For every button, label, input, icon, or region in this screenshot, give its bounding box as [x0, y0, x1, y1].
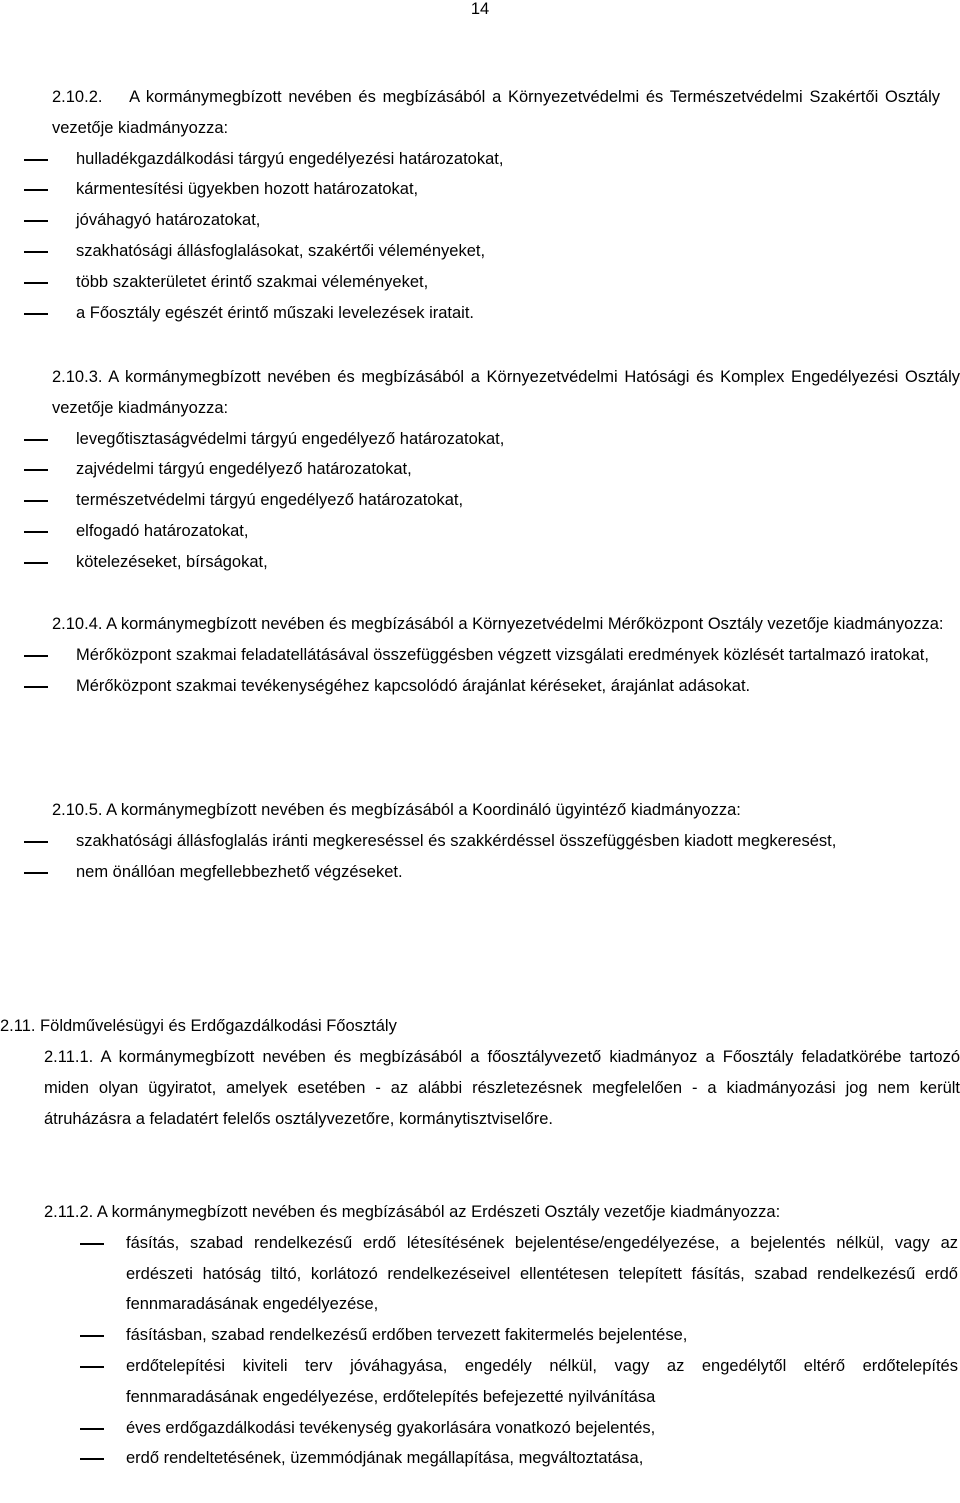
- list-item: [126, 1320, 958, 1351]
- list-item-text: erdőtelepítési kiviteli terv jóváhagyása, engedély nélkül, vagy az engedélytől eltérő erdőtelepítés fennmaradásának engedélyezése, erdőtelepítés befejezetté nyilvánítása: [126, 1356, 958, 1406]
- section-2-11-2: [0, 1197, 960, 1474]
- section-2-11: [0, 1011, 960, 1042]
- list-item-text: szakhatósági állásfoglalás iránti megkereséssel és szakkérdéssel összefüggésben kiadott megkeresést,: [76, 831, 837, 850]
- dash-bullet: [24, 251, 48, 253]
- section-intro: [44, 1042, 960, 1134]
- list-item: [76, 267, 940, 298]
- item-list: [0, 826, 958, 888]
- list-item-text: jóváhagyó határozatokat,: [76, 211, 261, 230]
- section-intro: [52, 82, 940, 144]
- dash-bullet: [24, 841, 48, 843]
- dash-bullet: [24, 469, 48, 471]
- list-item-text: Mérőközpont szakmai tevékenységéhez kapcsolódó árajánlat kéréseket, árajánlat adásokat.: [76, 676, 751, 695]
- list-item: [76, 205, 940, 236]
- list-item-text: több szakterületet érintő szakmai véleményeket,: [76, 272, 429, 291]
- section-intro-text: A kormánymegbízott nevében és megbízásából az Erdészeti Osztály vezetője kiadmányozza:: [96, 1203, 781, 1221]
- list-item: [76, 485, 940, 516]
- dash-bullet: [80, 1243, 104, 1245]
- list-item-text: zajvédelmi tárgyú engedélyező határozatokat,: [76, 460, 412, 479]
- section-intro-text: A kormánymegbízott nevében és megbízásából a Környezetvédelmi Hatósági és Komplex Engedélyezési Osztály vezetője kiadmányozza:: [52, 368, 960, 417]
- list-item: [76, 298, 940, 329]
- list-item-text: hulladékgazdálkodási tárgyú engedélyezési határozatokat,: [76, 149, 504, 168]
- list-item-text: kötelezéseket, bírságokat,: [76, 552, 268, 571]
- list-item: [126, 1443, 958, 1474]
- section-number: 2.10.3.: [52, 368, 103, 386]
- section-2-10-5: [0, 795, 960, 887]
- list-item-text: fásításban, szabad rendelkezésű erdőben tervezett fakitermelés bejelentése,: [126, 1326, 688, 1345]
- list-item: [76, 174, 940, 205]
- section-intro: [52, 609, 960, 640]
- list-item-text: elfogadó határozatokat,: [76, 521, 249, 540]
- section-intro-text: A kormánymegbízott nevében és megbízásából a főosztályvezető kiadmányoz a Főosztály feladatkörébe tartozó miden olyan ügyiratot, amelyek esetében - az alábbi részletezésnek megfelelően - a kiadmányozási jog nem került átruházásra a feladatért felelős osztályvezetőre, kormánytisztviselőre.: [44, 1048, 960, 1128]
- list-item-text: a Főosztály egészét érintő műszaki levelezések iratait.: [76, 303, 475, 322]
- dash-bullet: [24, 282, 48, 284]
- dash-bullet: [24, 313, 48, 315]
- dash-bullet: [24, 159, 48, 161]
- item-list: [0, 640, 958, 702]
- section-number: 2.11.2.: [44, 1203, 94, 1221]
- dash-bullet: [24, 531, 48, 533]
- list-item: [76, 826, 958, 857]
- section-intro: [52, 362, 960, 424]
- section-number: 2.10.5.: [52, 801, 103, 819]
- section-intro-text: A kormánymegbízott nevében és megbízásából a Koordináló ügyintéző kiadmányozza:: [106, 801, 741, 819]
- list-item-text: szakhatósági állásfoglalásokat, szakértői véleményeket,: [76, 241, 486, 260]
- section-number: 2.10.2.: [52, 88, 103, 106]
- section-intro-text: A kormánymegbízott nevében és megbízásából a Környezetvédelmi Mérőközpont Osztály vezetője kiadmányozza:: [106, 615, 944, 633]
- dash-bullet: [24, 686, 48, 688]
- list-item: [126, 1228, 958, 1320]
- dash-bullet: [24, 562, 48, 564]
- dash-bullet: [80, 1458, 104, 1460]
- list-item-text: kármentesítési ügyekben hozott határozatokat,: [76, 180, 419, 199]
- list-item: [76, 671, 958, 702]
- page-number: 14: [470, 0, 490, 18]
- dash-bullet: [24, 220, 48, 222]
- list-item: [76, 454, 940, 485]
- list-item: [76, 144, 940, 175]
- dash-bullet: [24, 500, 48, 502]
- list-item: [76, 236, 940, 267]
- list-item: [76, 640, 958, 671]
- list-item-text: éves erdőgazdálkodási tevékenység gyakorlására vonatkozó bejelentés,: [126, 1418, 656, 1437]
- section-heading: 2.11. Földművelésügyi és Erdőgazdálkodási Főosztály: [0, 1017, 397, 1035]
- list-item: [76, 516, 940, 547]
- list-item: [76, 547, 940, 578]
- list-item: [126, 1413, 958, 1444]
- section-intro: [44, 1197, 960, 1228]
- section-2-10-3: [0, 362, 960, 578]
- list-item: [76, 857, 958, 888]
- list-item-text: természetvédelmi tárgyú engedélyező határozatokat,: [76, 491, 464, 510]
- dash-bullet: [24, 439, 48, 441]
- section-number: 2.10.4.: [52, 615, 103, 633]
- list-item-text: Mérőközpont szakmai feladatellátásával összefüggésben végzett vizsgálati eredmények közlését tartalmazó iratokat,: [76, 645, 929, 664]
- section-2-10-2: [0, 82, 960, 328]
- item-list: [0, 144, 940, 329]
- section-2-11-1: [0, 1042, 960, 1134]
- list-item-text: levegőtisztaságvédelmi tárgyú engedélyező határozatokat,: [76, 429, 505, 448]
- section-number: 2.11.1.: [44, 1048, 94, 1066]
- item-list: [0, 424, 940, 578]
- dash-bullet: [24, 655, 48, 657]
- list-item-text: erdő rendeltetésének, üzemmódjának megállapítása, megváltoztatása,: [126, 1449, 644, 1468]
- dash-bullet: [24, 872, 48, 874]
- list-item-text: nem önállóan megfellebbezhető végzéseket.: [76, 862, 403, 881]
- dash-bullet: [24, 189, 48, 191]
- section-intro: [52, 795, 960, 826]
- list-item: [76, 424, 940, 455]
- dash-bullet: [80, 1428, 104, 1430]
- dash-bullet: [80, 1335, 104, 1337]
- item-list: [0, 1228, 958, 1474]
- dash-bullet: [80, 1366, 104, 1368]
- section-intro-text: A kormánymegbízott nevében és megbízásából a Környezetvédelmi és Természetvédelmi Szakértői Osztály vezetője kiadmányozza:: [52, 88, 940, 137]
- section-2-10-4: [0, 609, 960, 701]
- list-item: [126, 1351, 958, 1413]
- list-item-text: fásítás, szabad rendelkezésű erdő létesítésének bejelentése/engedélyezése, a bejelentés nélkül, vagy az erdészeti hatóság tiltó, korlátozó rendelkezéseivel ellentétesen telepített fásítás, szabad rendelkezésű erdő fennmaradásának engedélyezése,: [126, 1233, 958, 1314]
